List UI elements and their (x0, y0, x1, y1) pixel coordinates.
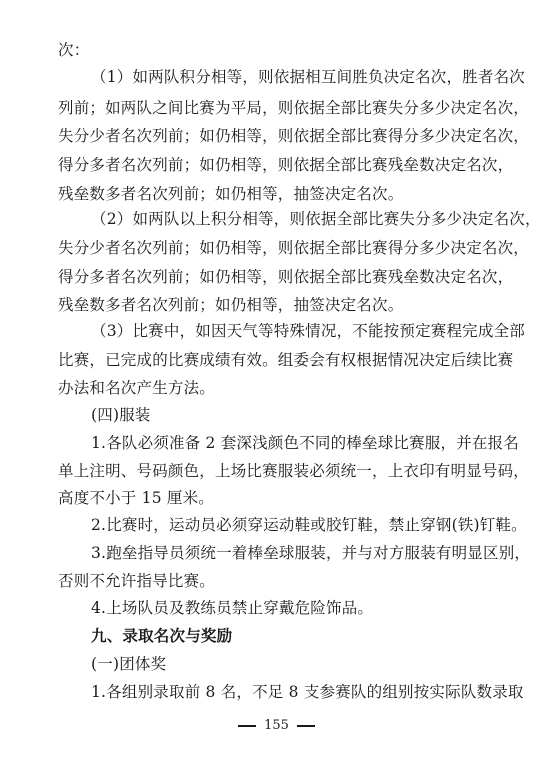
paragraph-line: 失分少者名次列前；如仍相等，则依据全部比赛得分多少决定名次， (58, 239, 530, 257)
paragraph-line: 失分少者名次列前；如仍相等，则依据全部比赛得分多少决定名次， (58, 127, 530, 145)
page-footer (0, 718, 553, 734)
paragraph-line: （1）如两队积分相等，则依据相互间胜负决定名次，胜者名次 (91, 68, 525, 86)
paragraph-line: 4.上场队员及教练员禁止穿戴危险饰品。 (91, 599, 374, 617)
paragraph-line: 1.各队必须准备 2 套深浅颜色不同的棒垒球比赛服，并在报名 (91, 434, 520, 452)
chapter-heading: 九、录取名次与奖励 (91, 627, 233, 645)
paragraph-line: （2）如两队以上积分相等，则依据全部比赛失分多少决定名次， (91, 210, 541, 228)
paragraph-line: 列前；如两队之间比赛为平局，则依据全部比赛失分多少决定名次， (58, 99, 530, 117)
paragraph-line: 残垒数多者名次列前；如仍相等，抽签决定名次。 (58, 296, 404, 314)
paragraph-line: 否则不允许指导比赛。 (58, 572, 216, 590)
paragraph-line: 得分多者名次列前；如仍相等，则依据全部比赛残垒数决定名次， (58, 156, 514, 174)
paragraph-line: 残垒数多者名次列前；如仍相等，抽签决定名次。 (58, 185, 404, 203)
page-number: 155 (264, 718, 289, 733)
paragraph-line: 办法和名次产生方法。 (58, 379, 216, 397)
paragraph-line: 高度不小于 15 厘米。 (58, 489, 214, 507)
footer-dash-left (238, 725, 256, 727)
paragraph-line: 得分多者名次列前；如仍相等，则依据全部比赛残垒数决定名次， (58, 268, 514, 286)
paragraph-line: 单上注明、号码颜色，上场比赛服装必须统一，上衣印有明显号码， (58, 462, 530, 480)
paragraph-line: 次： (58, 41, 90, 59)
paragraph-line: （3）比赛中，如因天气等特殊情况，不能按预定赛程完成全部 (91, 322, 525, 340)
footer-dash-right (297, 725, 315, 727)
section-heading: (四)服装 (91, 406, 151, 424)
paragraph-line: 1.各组别录取前 8 名，不足 8 支参赛队的组别按实际队数录取 (91, 683, 524, 701)
paragraph-line: 2.比赛时，运动员必须穿运动鞋或胶钉鞋，禁止穿钢(铁)钉鞋。 (91, 516, 527, 534)
section-heading: (一)团体奖 (91, 655, 167, 673)
paragraph-line: 3.跑垒指导员须统一着棒垒球服装，并与对方服装有明显区别， (91, 544, 531, 562)
paragraph-line: 比赛，已完成的比赛成绩有效。组委会有权根据情况决定后续比赛 (58, 351, 514, 369)
